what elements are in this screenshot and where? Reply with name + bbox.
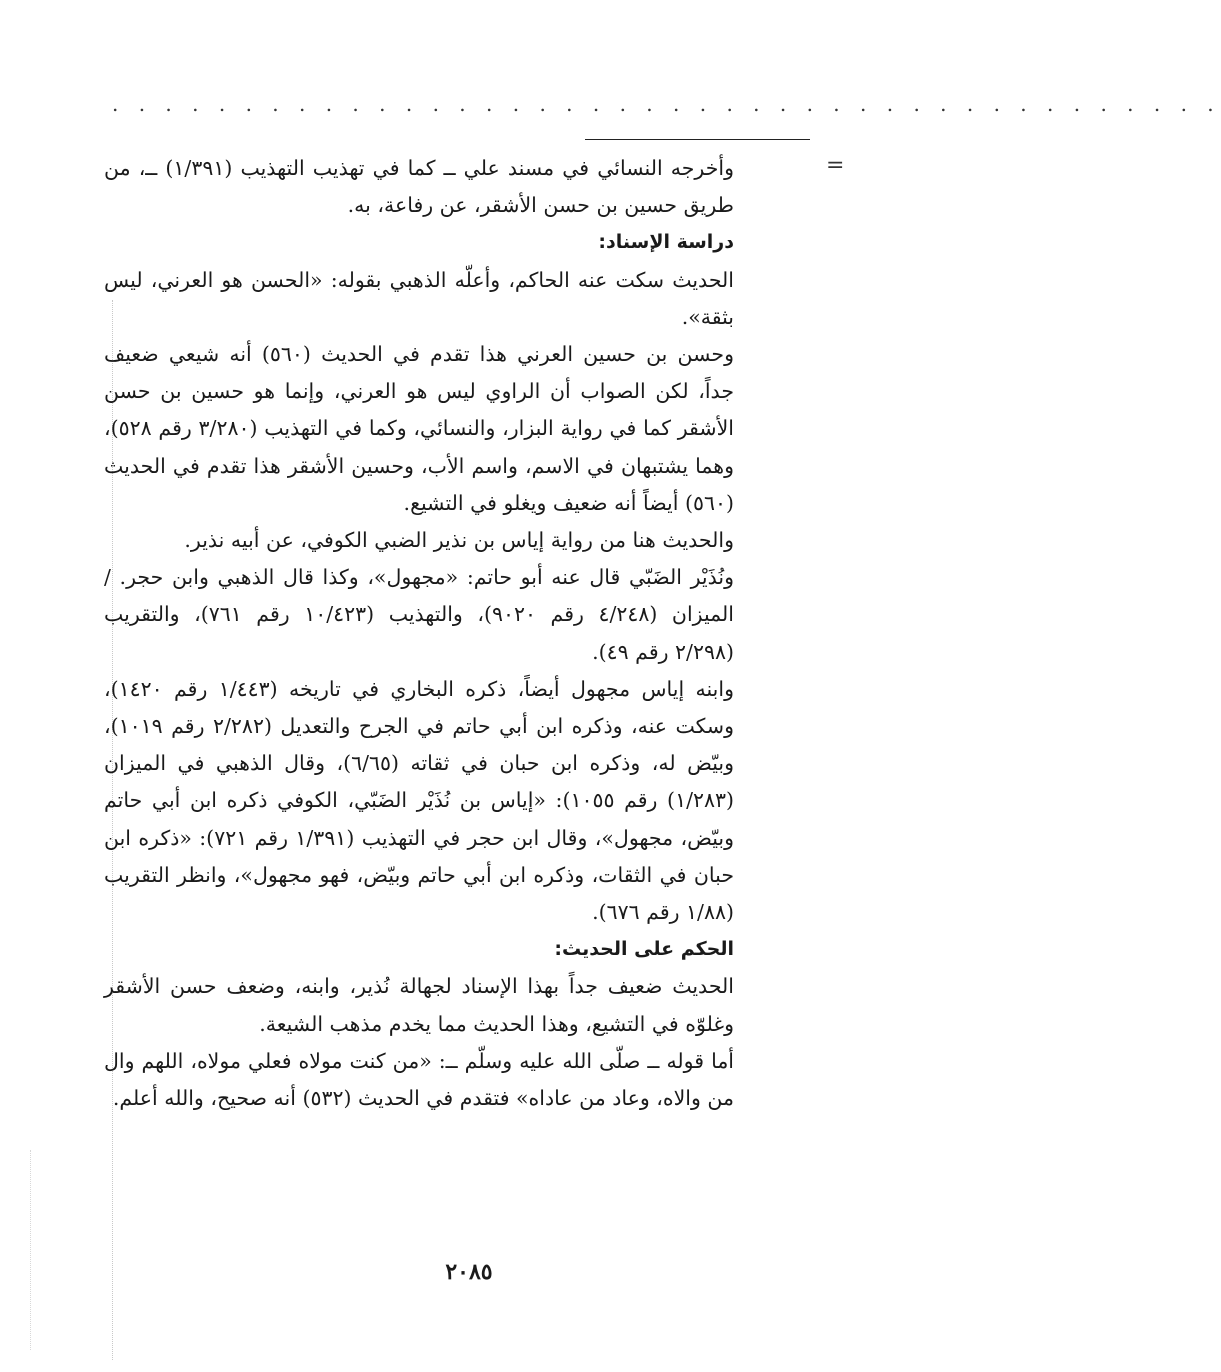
paragraph: أما قوله ــ صلّى الله عليه وسلّم ــ: «من كنت مولاه فعلي مولاه، اللهم وال من والاه، وعاد من عاداه» فتقدم في الحديث (٥٣٢) أنه صحيح، والله أعلم. <box>104 1048 734 1111</box>
scan-edge-line <box>30 1150 31 1350</box>
page-number: ٢٠٨٥ <box>445 1259 493 1285</box>
paragraph: الحديث ضعيف جداً بهذا الإسناد لجهالة نُذير، وابنه، وضعف حسن الأشقر وغلوّه في التشيع، وهذا الحديث مما يخدم مذهب الشيعة. <box>104 974 734 1036</box>
section-heading-isnad: دراسة الإسناد: <box>598 231 734 254</box>
paragraph: وأخرجه النسائي في مسند علي ــ كما في تهذيب التهذيب (١/٣٩١) ــ، من طريق حسين بن حسن الأشقر، عن رفاعة، به. <box>104 156 734 218</box>
paragraph: وحسن بن حسين العرني هذا تقدم في الحديث (٥٦٠) أنه شيعي ضعيف جداً، لكن الصواب أن الراوي ليس هو العرني، وإنما هو حسين بن حسن الأشقر كما في رواية البزار، والنسائي، وكما في التهذيب (٣/٢٨٠ رقم ٥٢٨)، وهما يشتبهان في الاسم، واسم الأب، وحسين الأشقر هذا تقدم في الحديث (٥٦٠) أيضاً أنه ضعيف ويغلو في التشيع. <box>104 342 734 515</box>
footnote-rule <box>585 139 810 140</box>
paragraph: والحديث هنا من رواية إياس بن نذير الضبي الكوفي، عن أبيه نذير. <box>184 528 734 553</box>
paragraph: وابنه إياس مجهول أيضاً، ذكره البخاري في تاريخه (١/٤٤٣ رقم ١٤٢٠)، وسكت عنه، وذكره ابن أبي حاتم في الجرح والتعديل (٢/٢٨٢ رقم ١٠١٩)، وبيّض له، وذكره ابن حبان في ثقاته (٦/٦٥)، وقال الذهبي في الميزان (١/٢٨٣) رقم ١٠٥٥): «إياس بن نُذَيْر الضَبّي، الكوفي ذكره ابن أبي حاتم وبيّض، مجهول»، وقال ابن حجر في التهذيب (١/٣٩١ رقم ٧٢١): «ذكره ابن حبان في الثقات، وذكره ابن أبي حاتم وبيّض، فهو مجهول»، وانظر التقريب (١/٨٨ رقم ٦٧٦). <box>104 676 735 925</box>
footnote-body <box>104 150 734 1117</box>
dotted-separator: . . . . . . . . . . . . . . . . . . . . . . . . . . . . . . . . . . . . . . . . . . <box>112 92 1221 116</box>
paragraph: ونُذَيْر الضَبّي قال عنه أبو حاتم: «مجهول»، وكذا قال الذهبي وابن حجر. / الميزان (٤/٢٤٨ رقم ٩٠٢٠)، والتهذيب (١٠/٤٢٣ رقم ٧٦١)، والتقريب (٢/٢٩٨ رقم ٤٩). <box>104 565 734 664</box>
section-heading-ruling: الحكم على الحديث: <box>554 938 734 961</box>
paragraph: الحديث سكت عنه الحاكم، وأعلّه الذهبي بقوله: «الحسن هو العرني، ليس بثقة». <box>104 267 734 329</box>
continuation-mark: = <box>826 153 845 178</box>
